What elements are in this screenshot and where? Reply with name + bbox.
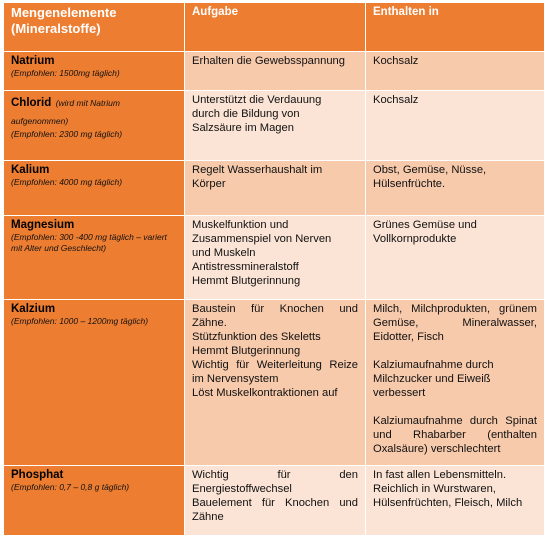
element-name: Kalzium: [11, 303, 56, 315]
table-row-kalium: [4, 161, 545, 216]
task-line: Zusammenspiel von Nerven: [192, 233, 332, 245]
task-line: Regelt Wasserhaushalt im: [192, 164, 323, 176]
task-line: Löst Muskelkontraktionen auf: [192, 387, 338, 399]
element-cell: [4, 300, 185, 466]
task-line: Muskelfunktion und: [192, 219, 289, 231]
element-note: (Empfohlen: 2300 mg täglich): [11, 129, 123, 139]
task-line: Erhalten die Gewebsspannung: [192, 55, 346, 67]
element-note: (Empfohlen: 1500mg täglich): [11, 68, 120, 78]
element-cell: [4, 161, 185, 216]
task-line: Baustein für Knochen und Zähne.: [192, 303, 358, 329]
element-cell: [4, 91, 185, 161]
element-cell: [4, 466, 185, 536]
task-line: Körper: [192, 178, 226, 190]
element-name: Chlorid: [11, 97, 52, 109]
table-row-magnesium: [4, 216, 545, 300]
task-line: Unterstützt die Verdauung: [192, 94, 322, 106]
task-line: durch die Bildung von: [192, 108, 300, 120]
task-line: Salzsäure im Magen: [192, 122, 294, 134]
task-line: Hemmt Blutgerinnung: [192, 345, 301, 357]
source-cell: [366, 161, 545, 216]
paragraph-gap: [373, 400, 537, 414]
task-cell: [185, 91, 366, 161]
task-line: und Muskeln: [192, 247, 256, 259]
element-cell: [4, 216, 185, 300]
paragraph-gap: [373, 344, 537, 358]
table-row-chlorid: [4, 91, 545, 161]
task-line: Bauelement für Knochen und Zähne: [192, 497, 358, 523]
table-row-phosphat: [4, 466, 545, 536]
source-line: Obst, Gemüse, Nüsse,: [373, 164, 487, 176]
minerals-table: [3, 2, 545, 536]
header-cell-task: [185, 3, 366, 52]
source-paragraph: Milch, Milchprodukten, grünem Gemüse, Mineralwasser, Eidotter, Fisch: [373, 303, 537, 343]
table-row-kalzium: [4, 300, 545, 466]
source-paragraph: Kalziumaufnahme durch Milchzucker und Eiweiß verbessert: [373, 359, 494, 399]
header-task: Aufgabe: [192, 6, 238, 18]
element-name: Phosphat: [11, 469, 64, 481]
task-line: Antistressmineralstoff: [192, 261, 299, 273]
task-line: Wichtig für Weiterleitung Reize im Nervensystem: [192, 359, 358, 385]
task-line: Wichtig für den Energiestoffwechsel: [192, 469, 358, 495]
element-note: (Empfohlen: 300 -400 mg täglich – variert mit Alter und Geschlecht): [11, 232, 167, 253]
header-cell-elements: [4, 3, 185, 52]
element-name: Magnesium: [11, 219, 75, 231]
source-paragraph: In fast allen Lebensmitteln. Reichlich in Wurstwaren, Hülsenfrüchten, Fleisch, Milch: [373, 469, 523, 509]
header-row: [4, 3, 545, 52]
task-cell: [185, 216, 366, 300]
task-cell: [185, 466, 366, 536]
element-name: Natrium: [11, 55, 55, 67]
source-line: Kochsalz: [373, 55, 419, 67]
task-cell: [185, 161, 366, 216]
header-source: Enthalten in: [373, 6, 439, 18]
source-cell: [366, 52, 545, 91]
element-note-inline: (wird mit Natrium aufgenommen): [11, 98, 120, 126]
source-cell: [366, 91, 545, 161]
header-elements: Mengenelemente (Mineralstoffe): [11, 5, 117, 36]
task-cell: [185, 52, 366, 91]
task-line: Hemmt Blutgerinnung: [192, 275, 301, 287]
source-line: Vollkornprodukte: [373, 233, 457, 245]
element-name: Kalium: [11, 164, 50, 176]
source-line: Grünes Gemüse und: [373, 219, 477, 231]
header-cell-source: [366, 3, 545, 52]
element-heading: [11, 93, 177, 129]
element-note: (Empfohlen: 1000 – 1200mg täglich): [11, 316, 149, 326]
source-paragraph: Kalziumaufnahme durch Spinat und Rhabarber (enthalten Oxalsäure) verschlechtert: [373, 415, 537, 455]
source-line: Hülsenfrüchte.: [373, 178, 446, 190]
task-line: Stützfunktion des Skeletts: [192, 331, 321, 343]
task-cell: [185, 300, 366, 466]
element-cell: [4, 52, 185, 91]
source-cell: [366, 300, 545, 466]
table-row-natrium: [4, 52, 545, 91]
source-cell: [366, 466, 545, 536]
source-line: Kochsalz: [373, 94, 419, 106]
source-cell: [366, 216, 545, 300]
element-note: (Empfohlen: 0,7 – 0,8 g täglich): [11, 482, 130, 492]
element-note: (Empfohlen: 4000 mg täglich): [11, 177, 123, 187]
